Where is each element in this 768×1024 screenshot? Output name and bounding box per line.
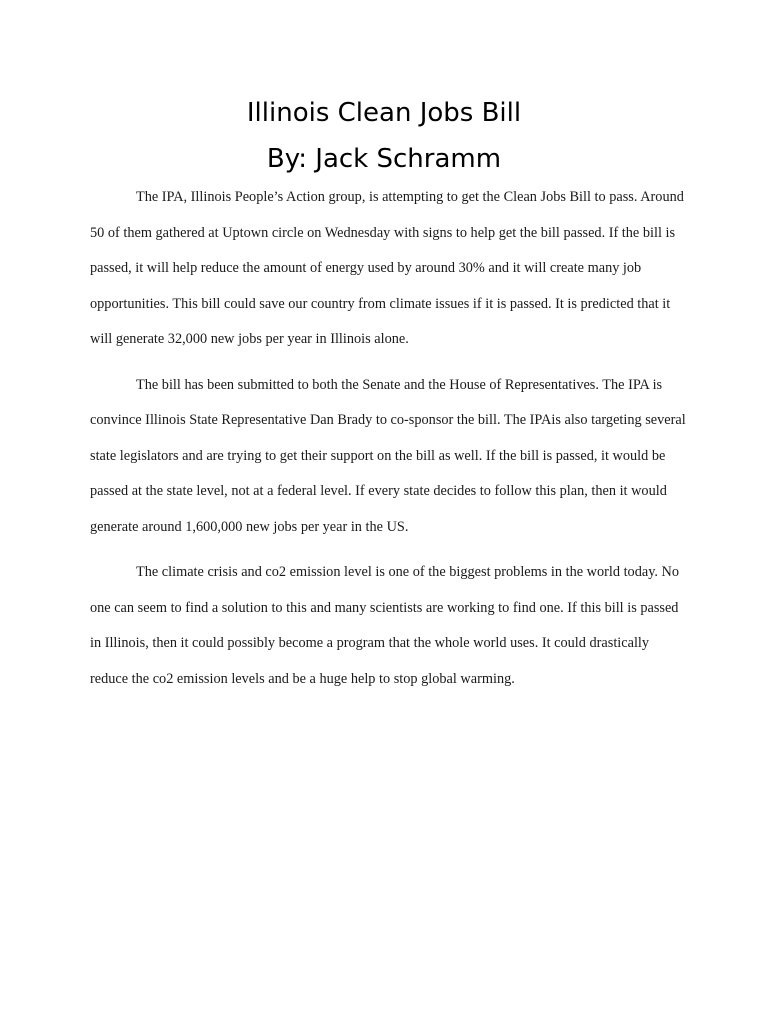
paragraph-1: The IPA, Illinois People’s Action group, is attempting to get the Clean Jobs Bill to pass. Around 50 of them gathered at Uptown circle on Wednesday with signs to help get the bill passed. If the bill is passed, it will help reduce the amount of energy used by around 30% and it will create many job opportunities. This bill could save our country from climate issues if it is passed. It is predicted that it will generate 32,000 new jobs per year in Illinois alone. [90, 189, 684, 347]
title-block [0, 90, 768, 182]
document-byline: By: Jack Schramm [266, 144, 502, 174]
paragraph-3: The climate crisis and co2 emission level is one of the biggest problems in the world today. No one can seem to find a solution to this and many scientists are working to find one. If this bill is passed in Illinois, then it could possibly become a program that the whole world uses. It could drastically reduce the co2 emission levels and be a huge help to stop global warming. [90, 564, 680, 687]
paragraph-2: The bill has been submitted to both the Senate and the House of Representatives. The IPA is convince Illinois State Representative Dan Brady to co-sponsor the bill. The IPAis also targeting several state legislators and are trying to get their support on the bill as well. If the bill is passed, it would be passed at the state level, not at a federal level. If every state decides to follow this plan, then it would generate around 1,600,000 new jobs per year in the US. [90, 376, 686, 535]
document-body [90, 180, 690, 707]
document-title: Illinois Clean Jobs Bill [246, 98, 522, 128]
